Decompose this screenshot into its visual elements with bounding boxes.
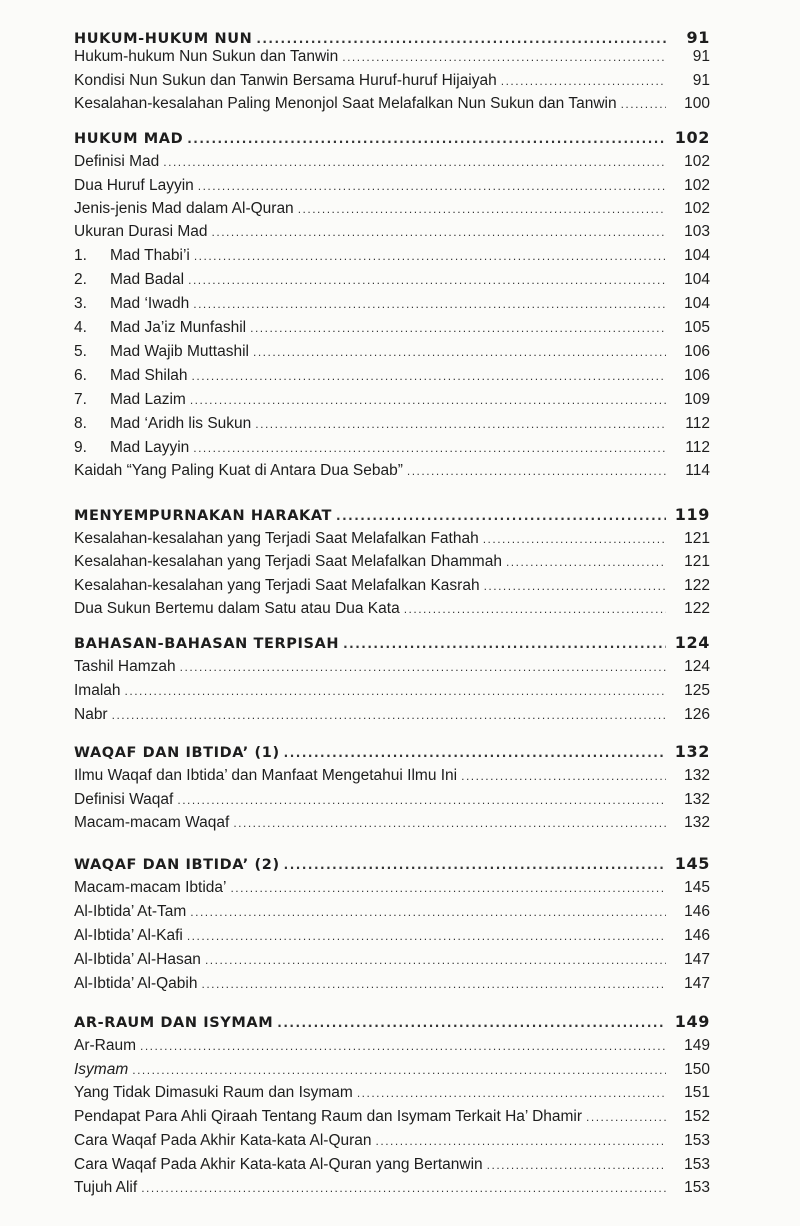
dot-leader <box>190 902 666 922</box>
entry-title: Mad ‘Iwadh <box>110 295 190 312</box>
entry-number: 3. <box>74 295 87 312</box>
toc-entry <box>74 152 710 174</box>
toc-entry <box>74 342 710 364</box>
entry-title: Nabr <box>74 706 108 723</box>
page-number: 121 <box>684 553 710 570</box>
dot-leader <box>621 94 666 114</box>
dot-leader <box>180 657 666 677</box>
toc-entry <box>74 1131 710 1153</box>
dot-leader <box>342 47 666 67</box>
page-number: 147 <box>684 951 710 968</box>
toc-entry <box>74 599 710 621</box>
page-number: 104 <box>684 295 710 312</box>
dot-leader <box>284 855 666 875</box>
page-number: 153 <box>684 1179 710 1196</box>
page-number: 102 <box>684 200 710 217</box>
entry-title: Definisi Waqaf <box>74 791 174 808</box>
toc-entry <box>74 1083 710 1105</box>
dot-leader <box>177 790 666 810</box>
entry-title: Mad ‘Aridh lis Sukun <box>110 415 252 432</box>
dot-leader <box>255 414 666 434</box>
page-number: 91 <box>686 28 710 47</box>
entry-title: Macam-macam Ibtida’ <box>74 879 227 896</box>
page-number: 114 <box>685 462 710 479</box>
page-number: 91 <box>692 72 710 89</box>
entry-title: Yang Tidak Dimasuki Raum dan Isymam <box>74 1084 353 1101</box>
page-number: 153 <box>684 1132 710 1149</box>
toc-entry <box>74 294 710 316</box>
entry-title: Mad Layyin <box>110 439 190 456</box>
toc-entry <box>74 176 710 198</box>
dot-leader <box>230 878 666 898</box>
section-heading <box>74 854 710 876</box>
entry-title: Kaidah “Yang Paling Kuat di Antara Dua Sebab” <box>74 462 403 479</box>
toc-entry <box>74 390 710 412</box>
section-title: HUKUM MAD <box>74 131 184 147</box>
page-number: 145 <box>684 879 710 896</box>
dot-leader <box>233 813 666 833</box>
page-number: 132 <box>684 767 710 784</box>
toc-entry <box>74 813 710 835</box>
dot-leader <box>461 766 666 786</box>
toc-entry <box>74 438 710 460</box>
dot-leader <box>202 974 667 994</box>
entry-title: Dua Sukun Bertemu dalam Satu atau Dua Kata <box>74 600 400 617</box>
toc-entry <box>74 1107 710 1129</box>
entry-title: Mad Lazim <box>110 391 186 408</box>
page-number: 104 <box>684 247 710 264</box>
page-number: 149 <box>674 1012 710 1031</box>
dot-leader <box>256 29 666 49</box>
entry-title: Definisi Mad <box>74 153 160 170</box>
page-number: 153 <box>684 1156 710 1173</box>
section-title: WAQAF DAN IBTIDA’ (2) <box>74 857 280 873</box>
toc-entry <box>74 1060 710 1082</box>
dot-leader <box>501 71 666 91</box>
page-number: 121 <box>684 530 710 547</box>
entry-title: Mad Badal <box>110 271 185 288</box>
page-number: 102 <box>684 153 710 170</box>
dot-leader <box>132 1060 666 1080</box>
toc-entry <box>74 199 710 221</box>
page-number: 122 <box>684 577 710 594</box>
entry-title: Al-Ibtida’ Al-Qabih <box>74 975 198 992</box>
toc-entry <box>74 576 710 598</box>
page-number: 132 <box>674 742 710 761</box>
entry-title: Jenis-jenis Mad dalam Al-Quran <box>74 200 294 217</box>
toc-entry <box>74 657 710 679</box>
dot-leader <box>193 438 666 458</box>
toc-entry <box>74 766 710 788</box>
entry-title: Al-Ibtida’ Al-Kafi <box>74 927 183 944</box>
entry-title: Cara Waqaf Pada Akhir Kata-kata Al-Quran <box>74 1132 372 1149</box>
entry-title: Ilmu Waqaf dan Ibtida’ dan Manfaat Mengetahui Ilmu Ini <box>74 767 458 784</box>
dot-leader <box>187 129 666 149</box>
entry-number: 2. <box>74 271 87 288</box>
entry-title: Kesalahan-kesalahan Paling Menonjol Saat Melafalkan Nun Sukun dan Tanwin <box>74 95 617 112</box>
page-number: 124 <box>674 633 710 652</box>
dot-leader <box>212 222 666 242</box>
toc-entry <box>74 47 710 69</box>
toc-entry <box>74 71 710 93</box>
entry-title: Mad Shilah <box>110 367 188 384</box>
dot-leader <box>187 926 666 946</box>
page-number: 100 <box>684 95 710 112</box>
dot-leader <box>298 199 666 219</box>
toc-entry <box>74 902 710 924</box>
dot-leader <box>277 1013 666 1033</box>
entry-title: Ukuran Durasi Mad <box>74 223 208 240</box>
section-title: MENYEMPURNAKAN HARAKAT <box>74 508 333 524</box>
toc-entry <box>74 1155 710 1177</box>
entry-title: Kesalahan-kesalahan yang Terjadi Saat Melafalkan Fathah <box>74 530 479 547</box>
section-heading <box>74 505 710 527</box>
toc-entry <box>74 705 710 727</box>
entry-title: Macam-macam Waqaf <box>74 814 230 831</box>
toc-entry <box>74 529 710 551</box>
page-number: 103 <box>684 223 710 240</box>
section-heading <box>74 128 710 150</box>
page-number: 102 <box>674 128 710 147</box>
dot-leader <box>140 1036 666 1056</box>
section-heading <box>74 742 710 764</box>
dot-leader <box>192 366 666 386</box>
dot-leader <box>506 552 666 572</box>
toc-entry <box>74 790 710 812</box>
dot-leader <box>163 152 666 172</box>
dot-leader <box>484 576 666 596</box>
page-number: 124 <box>684 658 710 675</box>
dot-leader <box>336 506 666 526</box>
page-number: 109 <box>684 391 710 408</box>
entry-title: Isymam <box>74 1061 129 1078</box>
entry-title: Cara Waqaf Pada Akhir Kata-kata Al-Quran yang Bertanwin <box>74 1156 483 1173</box>
toc-entry <box>74 222 710 244</box>
toc-entry <box>74 414 710 436</box>
entry-number: 5. <box>74 343 87 360</box>
dot-leader <box>190 390 666 410</box>
page-number: 91 <box>692 48 710 65</box>
dot-leader <box>487 1155 666 1175</box>
entry-number: 9. <box>74 439 87 456</box>
section-heading <box>74 633 710 655</box>
dot-leader <box>112 705 666 725</box>
page-number: 104 <box>684 271 710 288</box>
entry-number: 7. <box>74 391 87 408</box>
page-number: 122 <box>684 600 710 617</box>
toc-entry <box>74 552 710 574</box>
dot-leader <box>253 342 666 362</box>
section-title: BAHASAN-BAHASAN TERPISAH <box>74 636 340 652</box>
dot-leader <box>198 176 666 196</box>
page-number: 126 <box>684 706 710 723</box>
page-number: 112 <box>685 439 710 456</box>
dot-leader <box>284 743 666 763</box>
section-title: AR-RAUM DAN ISYMAM <box>74 1015 274 1031</box>
dot-leader <box>141 1178 666 1198</box>
toc-entry <box>74 926 710 948</box>
page-number: 152 <box>684 1108 710 1125</box>
entry-title: Hukum-hukum Nun Sukun dan Tanwin <box>74 48 339 65</box>
entry-title: Imalah <box>74 682 121 699</box>
page-number: 106 <box>684 343 710 360</box>
entry-title: Tashil Hamzah <box>74 658 176 675</box>
entry-number: 6. <box>74 367 87 384</box>
entry-title: Mad Wajib Muttashil <box>110 343 249 360</box>
page-number: 146 <box>684 927 710 944</box>
page-number: 132 <box>684 814 710 831</box>
entry-title: Kesalahan-kesalahan yang Terjadi Saat Melafalkan Kasrah <box>74 577 480 594</box>
dot-leader <box>125 681 666 701</box>
section-title: WAQAF DAN IBTIDA’ (1) <box>74 745 280 761</box>
dot-leader <box>194 246 666 266</box>
page-number: 119 <box>674 505 710 524</box>
dot-leader <box>193 294 666 314</box>
entry-number: 4. <box>74 319 87 336</box>
dot-leader <box>250 318 666 338</box>
toc-entry <box>74 681 710 703</box>
dot-leader <box>205 950 666 970</box>
entry-title: Al-Ibtida’ At-Tam <box>74 903 187 920</box>
toc-entry <box>74 246 710 268</box>
toc-entry <box>74 950 710 972</box>
page-number: 149 <box>684 1037 710 1054</box>
entry-title: Mad Ja’iz Munfashil <box>110 319 247 336</box>
entry-title: Kondisi Nun Sukun dan Tanwin Bersama Huruf-huruf Hijaiyah <box>74 72 497 89</box>
entry-title: Kesalahan-kesalahan yang Terjadi Saat Melafalkan Dhammah <box>74 553 502 570</box>
entry-title: Mad Thabi’i <box>110 247 190 264</box>
toc-entry <box>74 1178 710 1200</box>
toc-entry <box>74 270 710 292</box>
page-number: 112 <box>685 415 710 432</box>
page-number: 106 <box>684 367 710 384</box>
page-number: 151 <box>684 1084 710 1101</box>
dot-leader <box>404 599 666 619</box>
entry-title: Tujuh Alif <box>74 1179 138 1196</box>
toc-entry <box>74 1036 710 1058</box>
dot-leader <box>483 529 666 549</box>
page-number: 132 <box>684 791 710 808</box>
dot-leader <box>343 634 666 654</box>
entry-title: Pendapat Para Ahli Qiraah Tentang Raum dan Isymam Terkait Ha’ Dhamir <box>74 1108 583 1125</box>
entry-title: Al-Ibtida’ Al-Hasan <box>74 951 201 968</box>
toc-entry <box>74 366 710 388</box>
dot-leader <box>376 1131 666 1151</box>
entry-number: 1. <box>74 247 87 264</box>
toc-entry <box>74 878 710 900</box>
toc-entry <box>74 461 710 483</box>
toc-entry <box>74 974 710 996</box>
page-number: 105 <box>684 319 710 336</box>
section-heading <box>74 1012 710 1034</box>
page-number: 125 <box>684 682 710 699</box>
dot-leader <box>188 270 666 290</box>
page-number: 146 <box>684 903 710 920</box>
toc-entry <box>74 318 710 340</box>
dot-leader <box>357 1083 666 1103</box>
page-number: 145 <box>674 854 710 873</box>
entry-title: Ar-Raum <box>74 1037 137 1054</box>
page-number: 102 <box>684 177 710 194</box>
toc-entry <box>74 94 710 116</box>
dot-leader <box>407 461 666 481</box>
entry-title: Dua Huruf Layyin <box>74 177 194 194</box>
section-title: HUKUM-HUKUM NUN <box>74 31 253 47</box>
page-number: 150 <box>684 1061 710 1078</box>
entry-number: 8. <box>74 415 87 432</box>
dot-leader <box>586 1107 666 1127</box>
page-number: 147 <box>684 975 710 992</box>
